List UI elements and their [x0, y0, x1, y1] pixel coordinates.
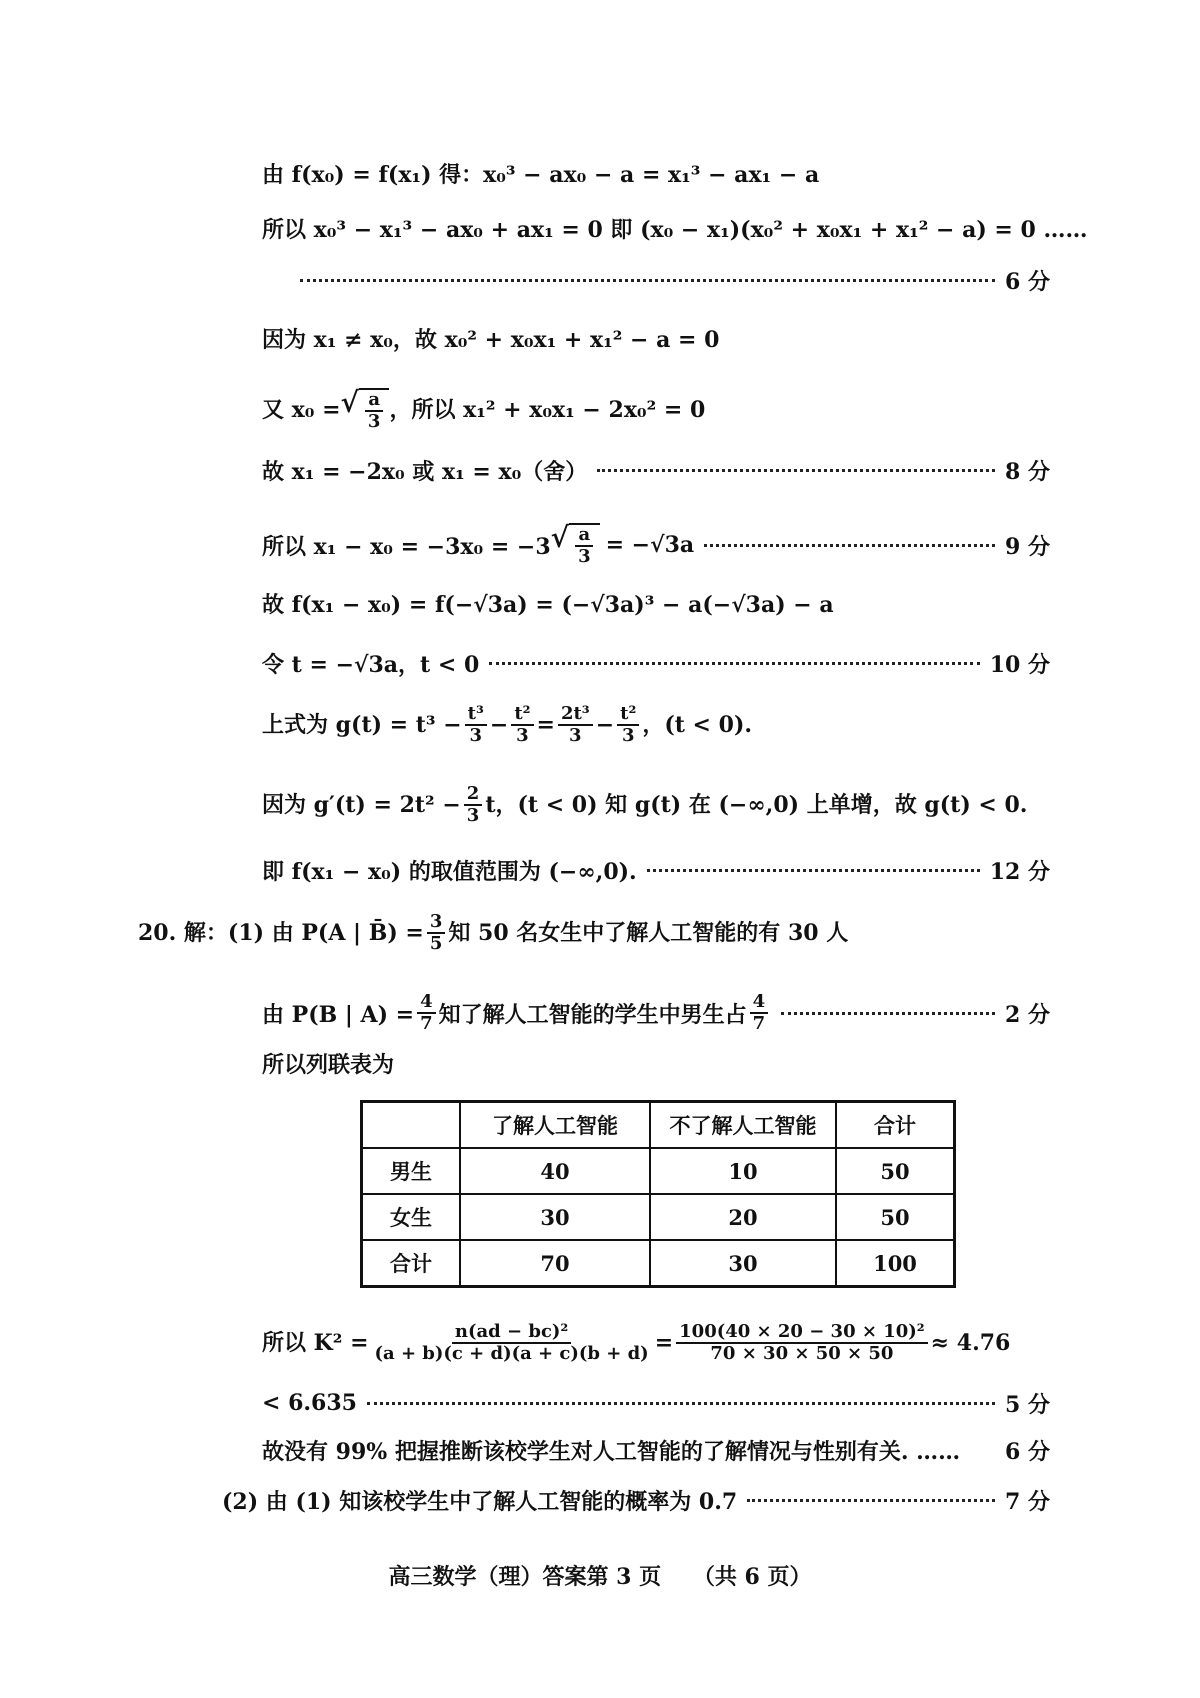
fraction-t2-3: $\frac{\text{t²}}{3}$ [511, 704, 533, 746]
fraction-4-7: $\frac{4}{7}$ [417, 992, 436, 1034]
table-cell: 10 [650, 1148, 836, 1194]
question-20-line-1 [138, 905, 848, 961]
k2-text-b: = [654, 1330, 674, 1356]
q20-text-c: 由 P(B | A) = [262, 1001, 415, 1028]
score-8: 8 分 [1005, 458, 1050, 485]
score-row-6b [262, 1435, 1050, 1465]
fraction-k2-general: $\frac{\text{n(ad − bc)²}}{(a + b)(c + d)(a + c)(b + d)}$ [374, 1321, 649, 1364]
score-6-b: 6 分 [1005, 1438, 1050, 1465]
table-cell: 30 [460, 1194, 650, 1240]
line-equation-8: 故 f(x₁ − x₀) = f(−√3a) = (−√3a)³ − a(−√3a) − a [262, 592, 834, 618]
fraction-3-5: $\frac{3}{5}$ [427, 912, 446, 954]
table-row [362, 1148, 955, 1194]
score-row-2 [262, 985, 1050, 1041]
footer-total-pages: （共 6 页） [692, 1564, 812, 1590]
table-cell: 30 [650, 1240, 836, 1287]
line5-text-a: 又 x₀ = [262, 397, 341, 423]
score-row-10 [262, 648, 1050, 678]
line10-text-d: − [595, 712, 615, 738]
k2-text-a: 所以 K² = [262, 1330, 369, 1356]
table-cell: 50 [836, 1194, 955, 1240]
table-header-total: 合计 [836, 1102, 955, 1149]
line10-text-e: ，(t < 0). [642, 712, 753, 738]
table-cell: 20 [650, 1194, 836, 1240]
fraction-t2-3-b: $\frac{\text{t²}}{3}$ [617, 704, 639, 746]
score-row-5 [262, 1388, 1050, 1418]
sqrt-a-over-3-b: √ $\frac{a}{3}$ [551, 523, 600, 567]
k2-comparison: < 6.635 [262, 1390, 357, 1416]
table-header-not-know-ai: 不了解人工智能 [650, 1102, 836, 1149]
score-10: 10 分 [989, 651, 1050, 678]
line-equation-10 [262, 700, 752, 750]
line-equation-5 [262, 385, 705, 435]
table-cell: 合计 [362, 1240, 461, 1287]
line10-text-b: − [489, 712, 509, 738]
fraction-4-7-b: $\frac{4}{7}$ [750, 992, 769, 1034]
k2-text-c: ≈ 4.76 [930, 1330, 1011, 1356]
conclusion-line: 故没有 99% 把握推断该校学生对人工智能的了解情况与性别有关. …… [262, 1438, 961, 1465]
line-equation-9: 令 t = −√3a，t < 0 [262, 651, 480, 678]
line11-text-a: 因为 g′(t) = 2t² − [262, 792, 461, 818]
score-9: 9 分 [1005, 533, 1050, 560]
k2-formula-line [262, 1315, 1010, 1371]
line-equation-4: 因为 x₁ ≠ x₀，故 x₀² + x₀x₁ + x₁² − a = 0 [262, 327, 720, 353]
fraction-a-3: $\frac{a}{3}$ [365, 390, 384, 432]
table-intro: 所以列联表为 [262, 1052, 395, 1078]
sqrt-a-over-3: √ $\frac{a}{3}$ [341, 388, 390, 432]
line10-text-c: = [536, 712, 555, 738]
score-row-6a [300, 265, 1050, 295]
table-header-row [362, 1102, 955, 1149]
table-row [362, 1240, 955, 1287]
score-2: 2 分 [1005, 1001, 1050, 1028]
fraction-2t3-3: $\frac{\text{2t³}}{3}$ [558, 704, 593, 746]
line-equation-12: 即 f(x₁ − x₀) 的取值范围为 (−∞,0). [262, 858, 637, 885]
line-equation-11 [262, 780, 1027, 830]
score-12: 12 分 [989, 858, 1050, 885]
score-row-8 [262, 455, 1050, 485]
table-cell: 男生 [362, 1148, 461, 1194]
score-5: 5 分 [1005, 1391, 1050, 1418]
page-footer [0, 1560, 1200, 1591]
footer-title: 高三数学（理）答案第 3 页 [388, 1564, 662, 1590]
score-row-7 [222, 1485, 1050, 1515]
line7-text-a: 所以 x₁ − x₀ = −3x₀ = −3 [262, 533, 551, 560]
table-header-empty [362, 1102, 461, 1149]
line-equation-6: 故 x₁ = −2x₀ 或 x₁ = x₀（舍） [262, 458, 588, 485]
line-equation-1: 由 f(x₀) = f(x₁) 得：x₀³ − ax₀ − a = x₁³ − ax₁ − a [262, 162, 820, 188]
score-row-9 [262, 520, 1050, 570]
table-cell: 50 [836, 1148, 955, 1194]
table-header-know-ai: 了解人工智能 [460, 1102, 650, 1149]
q20-text-b: 知 50 名女生中了解人工智能的有 30 人 [448, 920, 849, 946]
fraction-a-3-b: $\frac{a}{3}$ [575, 525, 594, 567]
contingency-table [360, 1100, 956, 1288]
score-7: 7 分 [1005, 1488, 1050, 1515]
fraction-2-3: $\frac{2}{3}$ [464, 784, 483, 826]
score-6: 6 分 [1005, 268, 1050, 295]
table-cell: 40 [460, 1148, 650, 1194]
line10-text-a: 上式为 g(t) = t³ − [262, 712, 462, 738]
score-row-12 [262, 855, 1050, 885]
table-row [362, 1194, 955, 1240]
table-cell: 100 [836, 1240, 955, 1287]
line11-text-b: t，(t < 0) 知 g(t) 在 (−∞,0) 上单增，故 g(t) < 0. [485, 792, 1028, 818]
table-cell: 女生 [362, 1194, 461, 1240]
q20-text-d: 知了解人工智能的学生中男生占 [438, 1001, 747, 1028]
fraction-k2-values: $\frac{\text{100(40 × 20 − 30 × 10)²}}{70 \times 30 \times 50 \times 50}$ [676, 1322, 928, 1364]
table-cell: 70 [460, 1240, 650, 1287]
fraction-t3-3: $\frac{\text{t³}}{3}$ [465, 704, 487, 746]
part-2-line: (2) 由 (1) 知该校学生中了解人工智能的概率为 0.7 [222, 1488, 738, 1515]
q20-text-a: 20. 解：(1) 由 P(A | B̄) = [138, 920, 424, 946]
line-equation-2: 所以 x₀³ − x₁³ − ax₀ + ax₁ = 0 即 (x₀ − x₁)(x₀² + x₀x₁ + x₁² − a) = 0 …… [262, 217, 1088, 243]
line7-text-b: = −√3a [605, 532, 695, 558]
line5-text-b: ，所以 x₁² + x₀x₁ − 2x₀² = 0 [389, 397, 706, 423]
